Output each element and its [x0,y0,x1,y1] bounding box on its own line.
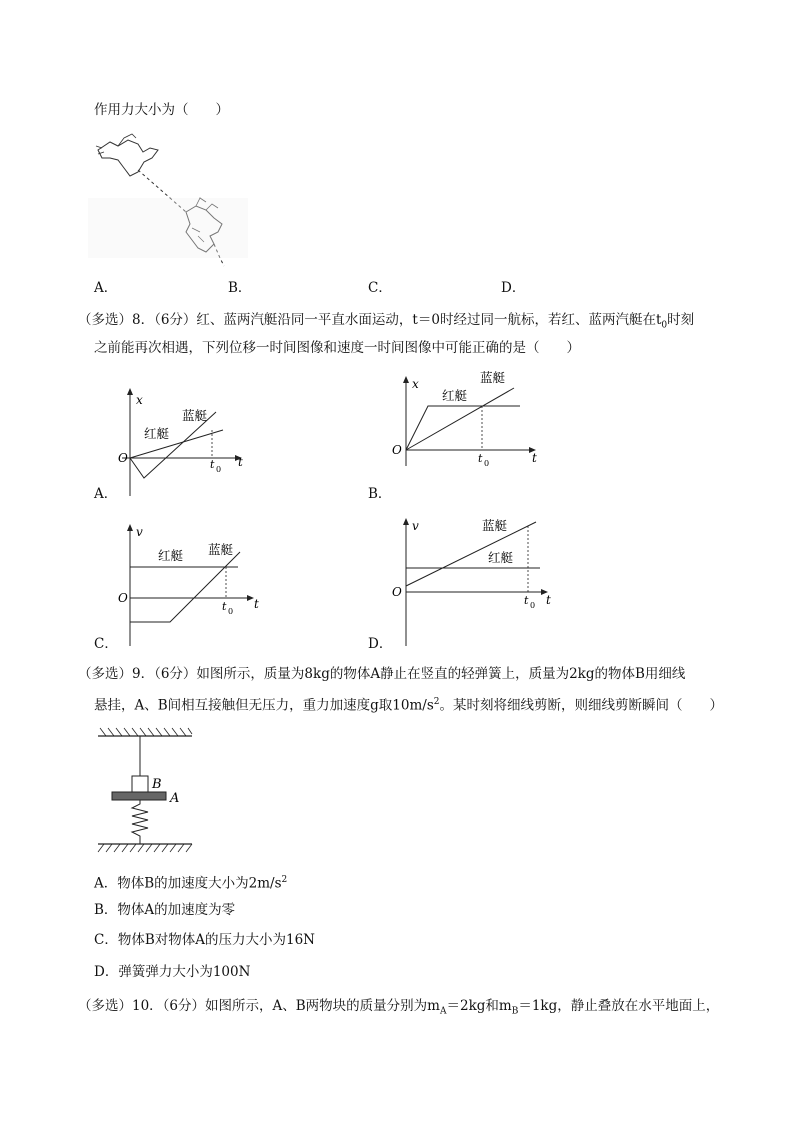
q9-option-d: D．弹簧弹力大小为100N [94,964,251,980]
q8-graph-b-label: B． [368,486,392,502]
graph-a-red-label: 红艇 [144,426,170,441]
q9-stem-line2 [94,692,723,716]
graph-b-t-label: t [532,451,537,465]
graph-c-t-label: t [254,597,259,611]
graph-b-red-line [406,406,520,450]
graph-c-blue-label: 蓝艇 [208,542,234,557]
q8-stem-text: （多选）8．（6分）红、蓝两汽艇沿同一平直水面运动，t＝0时经过同一航标，若红、蓝两汽艇在t [78,312,662,328]
plate-a-label: A [170,791,180,806]
graph-b-red-label: 红艇 [442,388,468,403]
q10-stem-line1 [78,996,719,1022]
q8-t0-sub: 0 [661,320,668,331]
q7-option-a: A． [94,280,118,296]
graph-c-origin: O [118,591,128,605]
q10-stem-a: （多选）10．（6分）如图所示，A、B两物块的质量分别为m [78,998,440,1014]
q10-sub-a: A [440,1006,447,1017]
q9-option-a-text: A．物体B的加速度大小为2m/s [94,875,282,892]
graph-c-t0: t [222,600,227,613]
graph-d-t0-sub: 0 [530,601,536,610]
q9-stem-end: 。某时刻将细线剪断，则细线剪断瞬间（ ） [439,697,724,714]
graph-b-blue-label: 蓝艇 [480,370,506,385]
graph-c-t0-sub: 0 [228,607,234,616]
graph-d-y-label: v [412,519,419,533]
q8-stem-line2: 之前能再次相遇，下列位移一时间图像和速度一时间图像中可能正确的是（ ） [94,340,580,356]
graph-a-blue-label: 蓝艇 [182,408,208,423]
graph-a-t0: t [210,458,215,471]
q9-option-a-sup: 2 [281,875,288,885]
q8-graph-b [382,370,542,470]
q9-option-a [94,870,287,894]
q10-stem-b: ＝2kg和m [446,998,512,1014]
block-b-label: B [152,777,162,792]
q9-stem-text: 悬挂，A、B间相互接触但无压力，重力加速度g取10m/s [94,697,434,714]
q10-sub-b: B [511,1006,519,1017]
q9-spring-diagram [94,726,204,854]
q7-option-d: D． [501,280,526,296]
graph-a-y-label: x [136,393,143,407]
q7-option-b: B． [228,280,252,296]
eagle-illustration [88,128,248,273]
q8-graph-a [108,380,258,500]
graph-b-t0: t [478,452,483,465]
plate-a [112,792,166,800]
graph-d-t0: t [524,594,529,607]
graph-d-blue-line [406,522,536,586]
block-b [132,776,148,792]
q9-sup: 2 [433,697,440,707]
q7-stem-tail: 作用力大小为（ ） [94,102,229,118]
q8-stem-line1 [78,310,694,336]
spring [132,800,148,844]
graph-c-y-label: v [136,525,143,539]
graph-d-origin: O [392,585,402,599]
graph-a-t-label: t [238,455,243,469]
q7-option-c: C． [368,280,392,296]
graph-b-t0-sub: 0 [484,459,490,468]
q8-graph-a-label: A． [94,486,118,502]
graph-d-t-label: t [546,593,551,607]
q8-graph-d-label: D． [368,636,393,652]
q9-stem-line1: （多选）9．（6分）如图所示，质量为8kg的物体A静止在竖直的轻弹簧上，质量为2kg的物体B用细线 [78,666,686,682]
q8-graph-c [108,516,268,648]
q8-stem-end: 时刻 [667,312,695,328]
graph-b-y-label: x [412,377,419,391]
graph-d-blue-label: 蓝艇 [482,518,508,533]
q9-option-b: B．物体A的加速度为零 [94,902,236,918]
q8-graph-c-label: C． [94,636,118,652]
q9-option-c: C．物体B对物体A的压力大小为16N [94,932,315,948]
graph-a-t0-sub: 0 [216,465,222,474]
graph-d-red-label: 红艇 [488,550,514,565]
graph-c-red-label: 红艇 [158,548,184,563]
graph-a-origin: O [118,451,128,465]
q10-stem-c: ＝1kg，静止叠放在水平地面上， [518,998,720,1014]
q8-graph-d [382,512,552,648]
graph-b-origin: O [392,443,402,457]
